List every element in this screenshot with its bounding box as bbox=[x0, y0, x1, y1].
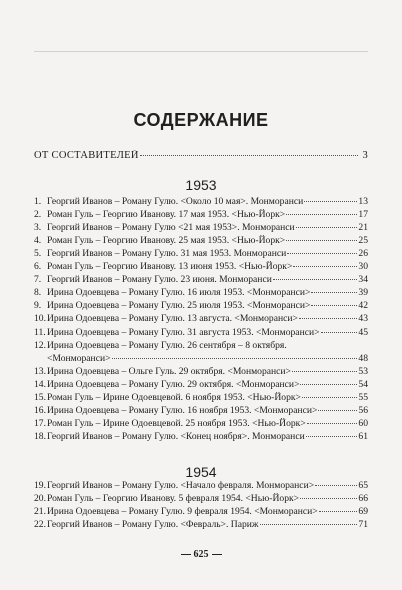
toc-entry-number: 20. bbox=[34, 493, 46, 505]
toc-entry-number: 1. bbox=[34, 196, 42, 207]
toc-entry bbox=[34, 391, 368, 405]
toc-entry-number: 14. bbox=[34, 378, 46, 390]
toc-entry-page: 69 bbox=[358, 506, 368, 518]
toc-entry-page: 48 bbox=[358, 352, 368, 364]
toc-entry bbox=[34, 326, 368, 340]
dot-leader bbox=[260, 523, 358, 525]
toc-entry-page: 34 bbox=[358, 274, 368, 286]
page-number-dash-right bbox=[212, 554, 222, 555]
toc-entry-title: Роман Гуль – Георгию Иванову. 13 июня 1953. <Нью-Йорк> bbox=[47, 261, 293, 273]
toc-entry-page: 56 bbox=[358, 404, 368, 416]
toc-entry-title: Георгий Иванов – Роману Гулю. 23 июня. Монморанси bbox=[47, 274, 272, 286]
toc-entry-page: 53 bbox=[358, 365, 368, 377]
toc-entry-number: 6. bbox=[34, 261, 42, 273]
toc-entry-number: 10. bbox=[34, 313, 46, 325]
dot-leader bbox=[311, 304, 357, 306]
dot-leader bbox=[304, 200, 357, 202]
toc-entry-title: Ирина Одоевцева – Роману Гулю. 25 июля 1953. <Монморанси> bbox=[47, 300, 311, 312]
dot-leader bbox=[318, 409, 357, 411]
toc-entry-page: 17 bbox=[358, 209, 368, 221]
toc-entry-title: Роман Гуль – Георгию Иванову. 17 мая 1953. <Нью-Йорк> bbox=[47, 209, 286, 221]
toc-entry bbox=[34, 195, 368, 209]
toc-entry bbox=[34, 273, 368, 287]
toc-entry bbox=[34, 286, 368, 300]
toc-entry-title: Роман Гуль – Георгию Иванову. 5 февраля 1954. <Нью-Йорк> bbox=[47, 493, 300, 505]
dot-leader bbox=[292, 370, 357, 372]
dot-leader bbox=[293, 265, 357, 267]
toc-entry-title: Ирина Одоевцева – Роману Гулю. 16 ноября 1953. <Монморанси> bbox=[47, 404, 318, 416]
toc-entry-page: 25 bbox=[358, 235, 368, 247]
dot-leader bbox=[311, 291, 357, 293]
toc-entry-page: 61 bbox=[358, 430, 368, 442]
section-year-1954: 1954 bbox=[185, 464, 217, 480]
toc-entry-number: 12. bbox=[34, 339, 46, 351]
toc-entry-number: 21. bbox=[34, 506, 46, 518]
toc-entry-page: 45 bbox=[358, 326, 368, 338]
toc-entry-page: 30 bbox=[358, 261, 368, 273]
toc-entry bbox=[34, 365, 368, 379]
dot-leader bbox=[306, 435, 358, 437]
toc-entry-number: 9. bbox=[34, 300, 42, 312]
toc-entry-page: 42 bbox=[358, 300, 368, 312]
toc-entry bbox=[34, 505, 368, 519]
dot-leader bbox=[296, 226, 358, 228]
toc-entry bbox=[34, 208, 368, 222]
dot-leader bbox=[287, 252, 357, 254]
section-year-1953: 1953 bbox=[185, 177, 217, 193]
toc-entry-title: Георгий Иванов – Роману Гулю. <Начало февраля. Монморанси> bbox=[47, 480, 315, 491]
toc-entry-page: 60 bbox=[358, 417, 368, 429]
toc-entry bbox=[34, 378, 368, 392]
dot-leader bbox=[321, 331, 358, 333]
toc-entry-page: 21 bbox=[358, 222, 368, 234]
toc-entry bbox=[34, 518, 368, 532]
page-title: СОДЕРЖАНИЕ bbox=[133, 110, 269, 130]
toc-entry-title: Ирина Одоевцева – Роману Гулю. 29 октября. <Монморанси> bbox=[47, 378, 300, 390]
toc-entry-title: Георгий Иванов – Роману Гулю. 31 мая 1953. Монморанси bbox=[47, 248, 287, 260]
toc-entry-page: 39 bbox=[358, 287, 368, 299]
dot-leader bbox=[307, 422, 358, 424]
toc-entry bbox=[34, 352, 368, 366]
toc-entry-title: Роман Гуль – Ирине Одоевцевой. 25 ноября 1953. <Нью-Йорк> bbox=[47, 417, 306, 429]
dot-leader bbox=[286, 239, 357, 241]
toc-entry-title: Ирина Одоевцева – Роману Гулю. 16 июля 1953. <Монморанси> bbox=[47, 287, 311, 299]
toc-entry-page: 26 bbox=[358, 248, 368, 260]
toc-entry-page: 71 bbox=[358, 519, 368, 531]
toc-entry-title: Ирина Одоевцева – Роману Гулю. 26 сентября – 8 октября. bbox=[47, 339, 287, 351]
toc-entry-number: 17. bbox=[34, 417, 46, 429]
toc-entry bbox=[34, 299, 368, 313]
dot-leader bbox=[273, 278, 358, 280]
toc-entry-title: Ирина Одоевцева – Роману Гулю. 13 августа. <Монморанси> bbox=[47, 313, 298, 325]
toc-entry-number: 2. bbox=[34, 209, 42, 221]
toc-entry-title: <Монморанси> bbox=[47, 352, 111, 364]
toc-entry-title: Ирина Одоевцева – Роману Гулю. 31 августа 1953. <Монморанси> bbox=[47, 326, 320, 338]
toc-entry bbox=[34, 479, 368, 493]
dot-leader bbox=[140, 154, 358, 156]
toc-entry bbox=[34, 492, 368, 506]
toc-entry-title: Ирина Одоевцева – Ольге Гуль. 29 октября. <Монморанси> bbox=[47, 365, 291, 377]
toc-entry bbox=[34, 312, 368, 326]
toc-entry bbox=[34, 234, 368, 248]
toc-entry-number: 19. bbox=[34, 480, 46, 491]
toc-entry-number: 3. bbox=[34, 222, 42, 234]
toc-entry-title: Георгий Иванов – Роману Гулю. <Февраль>. Париж bbox=[47, 519, 259, 531]
toc-entry bbox=[34, 221, 368, 235]
dot-leader bbox=[300, 497, 357, 499]
toc-entry bbox=[34, 404, 368, 418]
toc-entry-number: 18. bbox=[34, 430, 46, 442]
toc-entry-page: 43 bbox=[358, 313, 368, 325]
toc-entry-number: 7. bbox=[34, 274, 42, 286]
dot-leader bbox=[286, 213, 357, 215]
toc-entry-number: 8. bbox=[34, 287, 42, 299]
toc-entry-number: 22. bbox=[34, 519, 46, 531]
toc-entry-number: 16. bbox=[34, 404, 46, 416]
toc-entry-page: 55 bbox=[358, 391, 368, 403]
dot-leader bbox=[112, 357, 358, 359]
toc-entry-title: Роман Гуль – Ирине Одоевцевой. 6 ноября 1953. <Нью-Йорк> bbox=[47, 391, 301, 403]
page-number bbox=[0, 549, 402, 560]
dot-leader bbox=[319, 510, 358, 512]
toc-preface-entry bbox=[34, 150, 368, 161]
toc-entry-page: 66 bbox=[358, 493, 368, 505]
page-number-dash-left bbox=[181, 554, 191, 555]
toc-entry-title: Георгий Иванов – Роману Гулю. <Около 10 мая>. Монморанси bbox=[47, 196, 304, 207]
toc-entry-page: 13 bbox=[358, 196, 368, 207]
dot-leader bbox=[299, 317, 357, 319]
dot-leader bbox=[315, 484, 357, 486]
toc-entry-page: 65 bbox=[358, 480, 368, 491]
preface-label: ОТ СОСТАВИТЕЛЕЙ bbox=[34, 150, 139, 161]
toc-entry-number: 11. bbox=[34, 326, 46, 338]
dot-leader bbox=[302, 396, 357, 398]
dot-leader bbox=[300, 383, 357, 385]
toc-entry bbox=[34, 417, 368, 431]
toc-entry-page: 54 bbox=[358, 378, 368, 390]
toc-entry-title: Георгий Иванов – Роману Гулю <21 мая 1953>. Монморанси bbox=[47, 222, 295, 234]
toc-entry bbox=[34, 260, 368, 274]
toc-entry-number: 15. bbox=[34, 391, 46, 403]
toc-entry bbox=[34, 339, 368, 353]
toc-entry-number: 13. bbox=[34, 365, 46, 377]
toc-entry-number: 4. bbox=[34, 235, 42, 247]
toc-entry-number: 5. bbox=[34, 248, 42, 260]
toc-entry-title: Ирина Одоевцева – Роману Гулю. 9 февраля 1954. <Монморанси> bbox=[47, 506, 318, 518]
page-number-value: 625 bbox=[193, 549, 209, 560]
toc-entry bbox=[34, 430, 368, 444]
toc-entry-title: Роман Гуль – Георгию Иванову. 25 мая 1953. <Нью-Йорк> bbox=[47, 235, 286, 247]
toc-entry bbox=[34, 247, 368, 261]
toc-entry-title: Георгий Иванов – Роману Гулю. <Конец ноября>. Монморанси bbox=[47, 430, 305, 442]
preface-page: 3 bbox=[362, 150, 368, 161]
header-rule bbox=[34, 51, 368, 52]
